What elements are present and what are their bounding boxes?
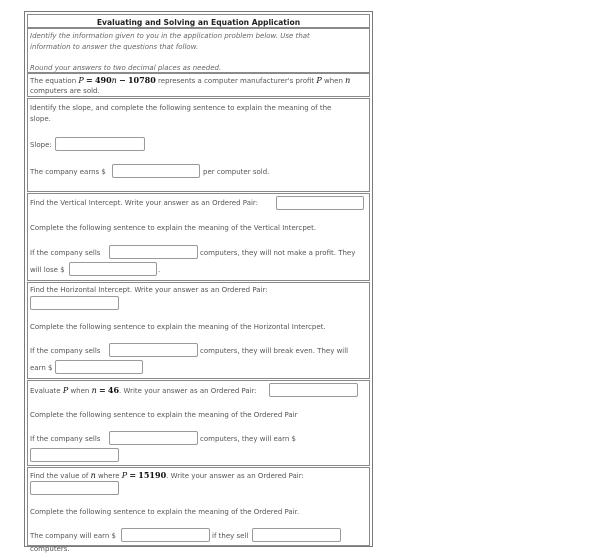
earns-prefix: The company earns $	[30, 168, 106, 176]
slope-cell	[27, 98, 370, 192]
vertical-sells-prefix: If the company sells	[30, 249, 101, 257]
horizontal-complete-text: Complete the following sentence to explain the meaning of the Horizontal Intercpet.	[30, 323, 326, 331]
evaluate-computers-input[interactable]	[109, 431, 198, 445]
vertical-lose-input[interactable]	[69, 262, 157, 276]
earns-suffix: per computer sold.	[203, 168, 270, 176]
horizontal-earn-prefix: earn $	[30, 364, 53, 372]
evaluate-input[interactable]	[269, 383, 358, 397]
equation-var-n: n	[111, 76, 117, 85]
evaluate-var-p: P	[62, 386, 69, 395]
find-n-cell	[27, 467, 370, 553]
evaluate-earn-input[interactable]	[30, 448, 119, 462]
slope-instruction-line-1: Identify the slope, and complete the following sentence to explain the meaning of the	[30, 104, 332, 112]
vertical-lose-prefix: will lose $	[30, 266, 65, 274]
find-n-earn-input[interactable]	[121, 528, 210, 542]
find-n-computers-input[interactable]	[252, 528, 341, 542]
find-n-earn-prefix: The company will earn $	[30, 532, 116, 540]
find-n-input[interactable]	[30, 481, 119, 495]
equation-when: when	[324, 77, 343, 85]
find-n-prefix: Find the value of	[30, 472, 89, 480]
slope-input[interactable]	[55, 137, 145, 151]
find-n-complete-text: Complete the following sentence to explain the meaning of the Ordered Pair.	[30, 508, 300, 516]
evaluate-prefix: Evaluate	[30, 387, 61, 395]
evaluate-when: when	[70, 387, 90, 395]
horizontal-sells-suffix: computers, they will break even. They will	[200, 347, 349, 355]
find-n-var-n: n	[90, 471, 96, 480]
evaluate-value: 46	[107, 385, 120, 395]
evaluate-eq-sign: =	[98, 385, 106, 395]
slope-label: Slope:	[30, 141, 52, 149]
equation-middle: represents a computer manufacturer's profit	[158, 77, 315, 85]
evaluate-question	[30, 386, 257, 396]
find-n-value: 15190	[138, 470, 167, 480]
vertical-intercept-question: Find the Vertical Intercept. Write your answer as an Ordered Pair:	[30, 199, 259, 207]
equation-coefficient: 490	[94, 75, 112, 85]
horizontal-intercept-question: Find the Horizontal Intercept. Write your answer as an Ordered Pair:	[30, 286, 268, 294]
horizontal-intercept-input[interactable]	[30, 296, 119, 310]
find-n-question	[30, 471, 304, 481]
horizontal-sells-prefix: If the company sells	[30, 347, 101, 355]
find-n-computers-label: computers.	[30, 545, 70, 553]
equation-prefix: The equation	[30, 77, 77, 85]
earns-per-computer-input[interactable]	[112, 164, 200, 178]
equation-minus: −	[119, 75, 126, 85]
evaluate-complete-text: Complete the following sentence to explain the meaning of the Ordered Pair	[30, 411, 298, 419]
vertical-complete-text: Complete the following sentence to explain the meaning of the Vertical Intercpet.	[30, 224, 317, 232]
evaluate-sells-suffix: computers, they will earn $	[200, 435, 296, 443]
horizontal-intercept-cell	[27, 282, 370, 379]
find-n-var-p: P	[121, 471, 128, 480]
equation-constant: 10780	[127, 75, 156, 85]
title-cell	[27, 14, 370, 28]
evaluate-sells-prefix: If the company sells	[30, 435, 101, 443]
vertical-sells-suffix: computers, they will not make a profit. They	[200, 249, 356, 257]
vertical-intercept-cell	[27, 193, 370, 281]
equation-var-p-2: P	[316, 76, 322, 85]
find-n-sell-middle: if they sell	[212, 532, 249, 540]
horizontal-earn-input[interactable]	[55, 360, 143, 374]
worksheet-table	[24, 11, 373, 553]
find-n-suffix: . Write your answer as an Ordered Pair:	[166, 472, 304, 480]
instructions-line-1: Identify the information given to you in the application problem below. Use that	[30, 32, 310, 40]
equation-line-1	[30, 76, 350, 86]
instructions-cell	[27, 28, 370, 73]
evaluate-var-n: n	[91, 386, 97, 395]
vertical-lose-suffix: .	[158, 266, 161, 274]
equation-eq-sign: =	[86, 75, 93, 85]
horizontal-computers-input[interactable]	[109, 343, 198, 357]
equation-var-p: P	[78, 76, 84, 85]
worksheet-title: Evaluating and Solving an Equation Application	[96, 18, 301, 27]
rounding-note: Round your answers to two decimal places as needed.	[30, 64, 222, 72]
vertical-computers-input[interactable]	[109, 245, 198, 259]
find-n-where: where	[98, 472, 120, 480]
find-n-eq-sign: =	[129, 470, 137, 480]
equation-cell	[27, 73, 370, 97]
vertical-intercept-input[interactable]	[276, 196, 364, 210]
equation-var-n-2: n	[345, 76, 351, 85]
instructions-line-2: information to answer the questions that follow.	[30, 43, 199, 51]
equation-line-2: computers are sold.	[30, 87, 100, 95]
evaluate-suffix: . Write your answer as an Ordered Pair:	[119, 387, 257, 395]
slope-instruction-line-2: slope.	[30, 115, 51, 123]
evaluate-cell	[27, 380, 370, 466]
